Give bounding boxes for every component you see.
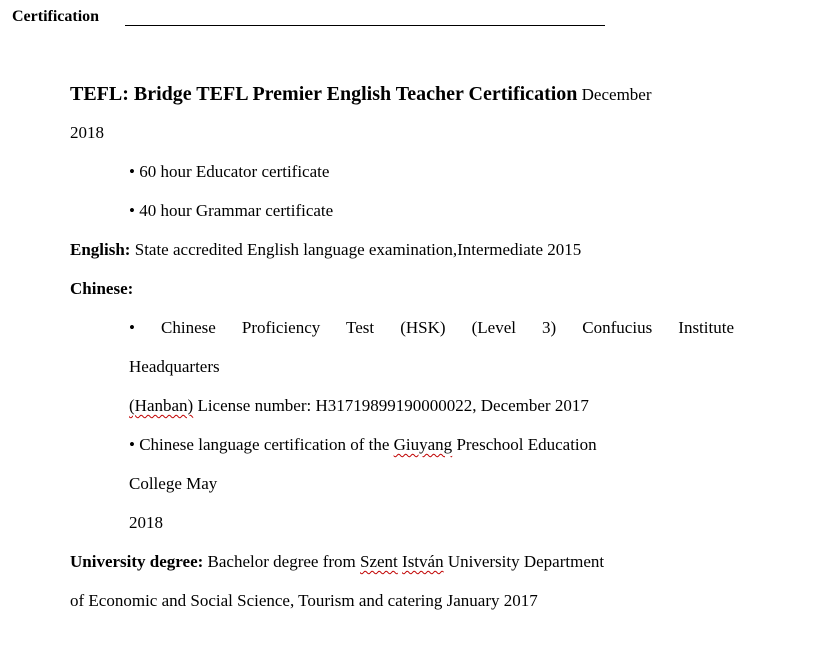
giuyang-post: Preschool Education — [452, 435, 597, 454]
tefl-bullet-2: • 40 hour Grammar certificate — [129, 201, 334, 220]
college-year: 2018 — [129, 513, 163, 532]
university-post: University Department — [443, 552, 605, 571]
tefl-title: TEFL: Bridge TEFL Premier English Teacher Certification — [70, 83, 578, 105]
szent-word: Szent — [360, 552, 398, 571]
tefl-date-month: December — [581, 85, 652, 104]
hsk-text: • Chinese Proficiency Test (HSK) (Level 3) Confucius Institute — [129, 318, 734, 337]
college-line: College May — [129, 474, 218, 493]
university-pre: Bachelor degree from — [203, 552, 360, 571]
hanban-word: (Hanban) — [129, 396, 194, 415]
english-entry — [70, 240, 581, 260]
tefl-bullet-1: • 60 hour Educator certificate — [129, 162, 330, 181]
hsk-license — [129, 396, 589, 416]
tefl-entry — [70, 84, 652, 105]
heading-rule — [125, 25, 605, 26]
english-label: English: — [70, 240, 131, 259]
english-text: State accredited English language examination,Intermediate 2015 — [134, 240, 582, 259]
university-line-2: of Economic and Social Science, Tourism and catering January 2017 — [70, 591, 538, 610]
hsk-line-2: Headquarters — [129, 357, 220, 376]
license-text: License number: H31719899190000022, December 2017 — [193, 396, 589, 415]
giuyang-pre: • Chinese language certification of the — [129, 435, 394, 454]
university-entry — [70, 552, 604, 572]
section-heading: Certification — [12, 8, 100, 25]
istvan-word: István — [402, 552, 444, 571]
giuyang-word: Giuyang — [393, 435, 453, 454]
giuyang-line — [129, 435, 597, 455]
hsk-line-1 — [129, 318, 734, 338]
tefl-date-year: 2018 — [70, 123, 104, 142]
university-label: University degree: — [70, 552, 204, 571]
chinese-label: Chinese: — [70, 279, 134, 298]
